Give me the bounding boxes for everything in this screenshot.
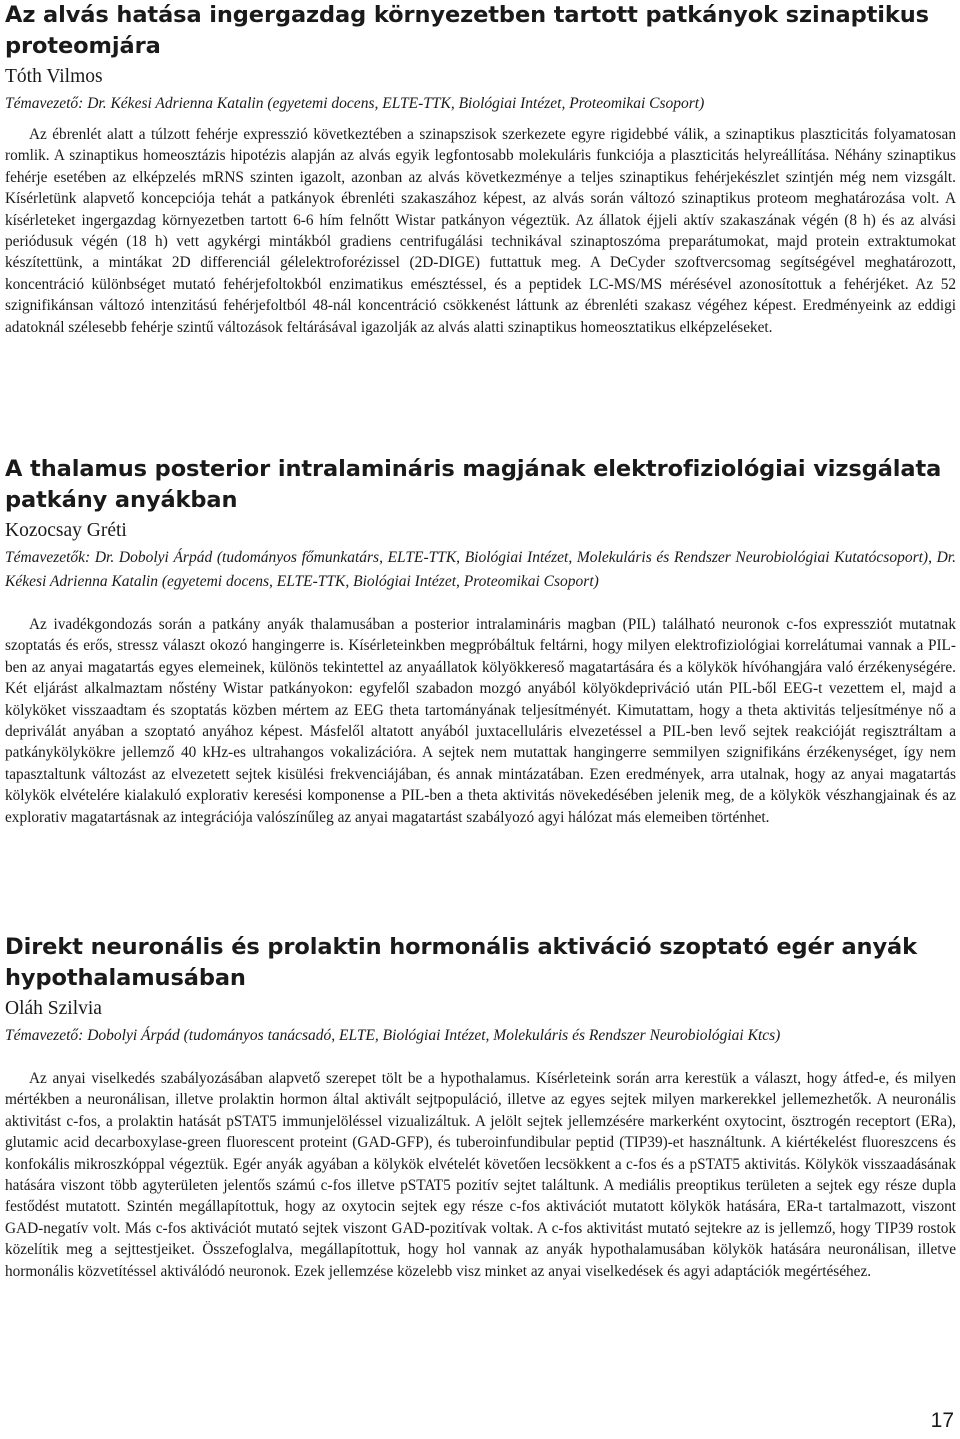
page-number: 17 [930,1409,954,1432]
abstract-title: Az alvás hatása ingergazdag környezetben tartott patkányok szinaptikus proteomjára [5,2,929,59]
abstract-title: A thalamus posterior intralamináris magjának elektrofiziológiai vizsgálata patkány anyákban [5,456,942,513]
abstract-supervisor: Témavezető: Dr. Kékesi Adrienna Katalin (egyetemi docens, ELTE-TTK, Biológiai Intézet, Proteomikai Csoport) [5,95,705,112]
abstract-1 [5,0,956,338]
abstract-author: Kozocsay Gréti [5,520,127,541]
abstract-body: Az ivadékgondozás során a patkány anyák thalamusában a posterior intralamináris magban (PIL) található neuronok c-fos expressziót mutatnak szoptatás és erős, stressz választ okozó hangingerre is. Kísérleteinkben megpróbáltuk feltárni, hogy milyen elektrofiziológiai korrelátumai vannak a PIL-ben az anyai magatartás egyes elemeinek, különös tekintettel az anyaállatok kölyökkereső magatartására és a kölykök hívóhangjára való érzékenységére. Két eljárást alkalmaztam nőstény Wistar patkányokon: egyfelől szabadon mozgó anyából kölyökdepriváció után PIL-ből EEG-t vezettem el, majd a kölyköket visszaadtam és szoptatás közben mértem az EEG theta tartományának teljesítményét. Kimutattam, hogy a theta aktivitás teljesítménye nő a depriválát anyában a szoptató anyához képest. Másfelől altatott anyából juxtacelluláris elvezetéssel a PIL-ben levő sejtek reakcióját regisztráltam a patkánykölykökre jellemző 40 kHz-es ultrahangos vokalizációra. A sejtek nem mutattak hangingerre semmilyen szignifikáns érzékenységet, így nem tapasztaltunk változást az elvezetett sejtek kisülési frekvenciájában, és annak mintázatában. Ezen eredmények, arra utalnak, hogy az anyai magatartás kölykök elvételére kialakuló explorativ keresési komponense a PIL-ben a theta aktivitás növekedésében jelenik meg, de a kölykök vészhangjainak és az explorativ magatartásnak az integrációja valószínűleg az anyai magatartást szabályozó agyi hálózat más elemeiben történhet. [5,616,956,826]
abstract-body: Az ébrenlét alatt a túlzott fehérje expresszió következtében a szinapszisok szerkezete egyre rigidebbé válik, a szinaptikus plaszticitás folyamatosan romlik. A szinaptikus homeosztázis hipotézis alapján az alvás egyik legfontosabb molekuláris funkciója a plaszticitás helyreállítása. Néhány szinaptikus fehérje esetében az elképzelés mRNS szinten igazolt, azonban az alvás következménye a teljes szinaptikus fehérjekészlet szintjén még nem vizsgált. Kísérletünk alapvető koncepciója tehát a patkányok ébrenléti szakaszához képest, az alvás során változó szinaptikus proteom meghatározása volt. A kísérleteket ingergazdag környezetben tartott 6-6 hím felnőtt Wistar patkányon végeztük. Az állatok éjjeli aktív szakaszának végén (8 h) és az alvási periódusuk végén (18 h) vett agykérgi mintákból gradiens centrifugálási technikával szinaptoszóma preparátumokat, majd protein extraktumokat készítettünk, a mintákat 2D differenciál gélelektroforézissel (2D-DIGE) futtattuk meg. A DeCyder szoftvercsomag segítségével meghatározott, koncentráció különbséget mutató fehérjefoltokból enzimatikus emésztéssel, és a peptidek LC-MS/MS mérésével azonosítottuk a fehérjéket. Az 52 szignifikánsan változó intenzitású fehérjefoltból 48-nál koncentráció csökkenést láttunk az ébrenléti szakasz végéhez képest. Eredményeink az eddigi adatoknál szélesebb fehérje szintű változások feltárásával igazolják az alvás alatti szinaptikus homeosztatikus elképzeléseket. [5,126,956,336]
abstract-3 [5,932,956,1282]
abstract-author: Tóth Vilmos [5,66,103,87]
abstract-supervisor: Témavezetők: Dr. Dobolyi Árpád (tudományos főmunkatárs, ELTE-TTK, Biológiai Intézet, Molekuláris és Rendszer Neurobiológiai Kutatócsoport), Dr. Kékesi Adrienna Katalin (egyetemi docens, ELTE-TTK, Biológiai Intézet, Proteomikai Csoport) [5,549,956,590]
abstract-2 [5,454,956,828]
abstract-supervisor: Témavezető: Dobolyi Árpád (tudományos tanácsadó, ELTE, Biológiai Intézet, Molekuláris és Rendszer Neurobiológiai Ktcs) [5,1027,781,1044]
abstract-title: Direkt neuronális és prolaktin hormonális aktiváció szoptató egér anyák hypothalamusában [5,934,917,991]
abstract-body: Az anyai viselkedés szabályozásában alapvető szerepet tölt be a hypothalamus. Kísérleteink során arra kerestük a választ, hogy átfed-e, és milyen mértékben a neuronálisan, illetve prolaktin hormon által aktivált sejtpopuláció, illetve az egyes sejtek milyen markerekkel jellemezhetők. A neuronális aktivitást c-fos, a prolaktin hatását pSTAT5 immunjelöléssel vizualizáltuk. A jelölt sejtek jellemzésére markerként oxytocint, ösztrogén receptort (ERa), glutamic acid decarboxylase-green fluorescent proteint (GAD-GFP), és tuberoinfundibular peptid (TIP39)-et használtunk. A kiértékelést fluoreszcens és konfokális mikroszkóppal végeztük. Egér anyák agyában a kölykök elvételét követően lecsökkent a c-fos és a pSTAT5 aktivitás. Kölykök visszaadásának hatására viszont több agyterületen jelentős számú c-fos illetve pSTAT5 pozitív sejtet találtunk. A mediális preoptikus területen a sejtek egy része dupla festődést mutatott. Szintén megállapítottuk, hogy az oxytocin sejtek egy része c-fos aktivációt mutatott kölykök hatására, ERa-t tartalmazott, viszont GAD-negatív volt. Más c-fos aktivációt mutató sejtek viszont GAD-pozitívak voltak. A c-fos aktivitást mutató sejtekre az is jellemző, hogy TIP39 rostok közelítik meg a sejttestjeiket. Összefoglalva, megállapítottuk, hogy hol vannak az anyák hypothalamusában kölykök hatására neuronálisan, illetve hormonális közvetítéssel aktiválódó neuronok. Ezek jellemzése közelebb visz minket az anyai viselkedések és agyi adaptációk megértéséhez. [5,1070,956,1280]
abstract-author: Oláh Szilvia [5,998,102,1019]
